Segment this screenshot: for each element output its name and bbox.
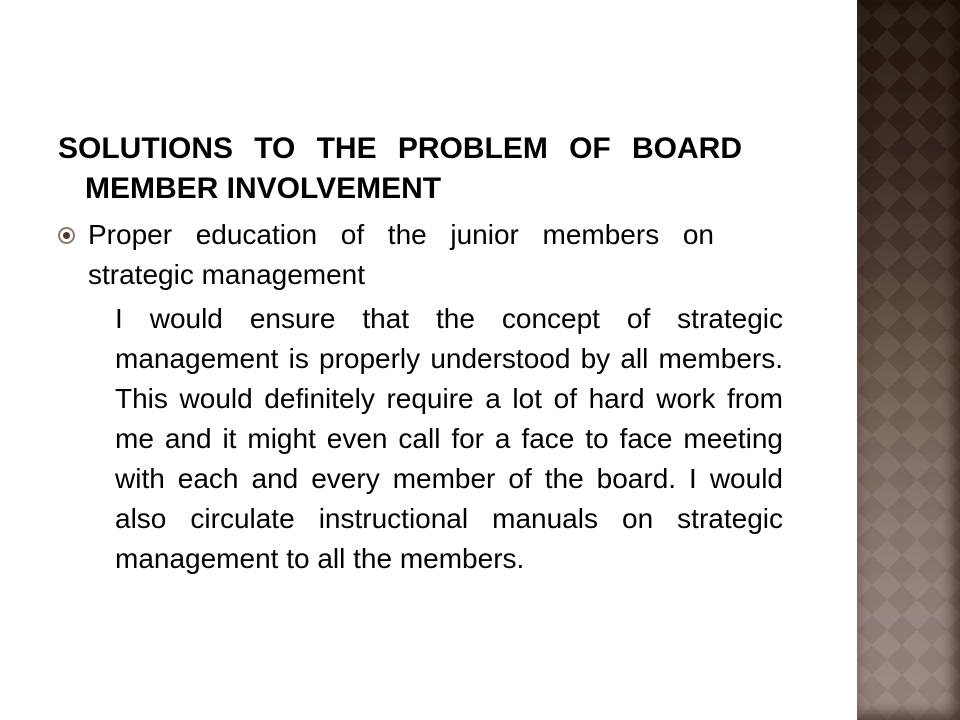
slide-title: SOLUTIONS TO THE PROBLEM OF BOARD MEMBER INVOLVEMENT bbox=[58, 132, 742, 205]
sidebar-edge-vignette bbox=[857, 0, 960, 720]
bullet-item-level1 bbox=[58, 215, 818, 295]
bullet-inner-dot bbox=[63, 232, 70, 239]
bullet-text: Proper education of the junior members on strategic management bbox=[88, 219, 714, 290]
sub-bullet-text: I would ensure that the concept of strategic management is properly understood by all members. This would definitely require a lot of hard work from me and it might even call for a face to face meeting with each and every member of the board. I would also circulate instructional manuals on strategic management to all the members. bbox=[115, 303, 783, 574]
slide-content-area bbox=[58, 129, 818, 579]
bullet-icon-column bbox=[58, 215, 88, 244]
circle-dot-bullet-icon bbox=[58, 227, 75, 244]
decorative-sidebar bbox=[857, 0, 960, 720]
bullet-item-level2 bbox=[90, 299, 818, 579]
